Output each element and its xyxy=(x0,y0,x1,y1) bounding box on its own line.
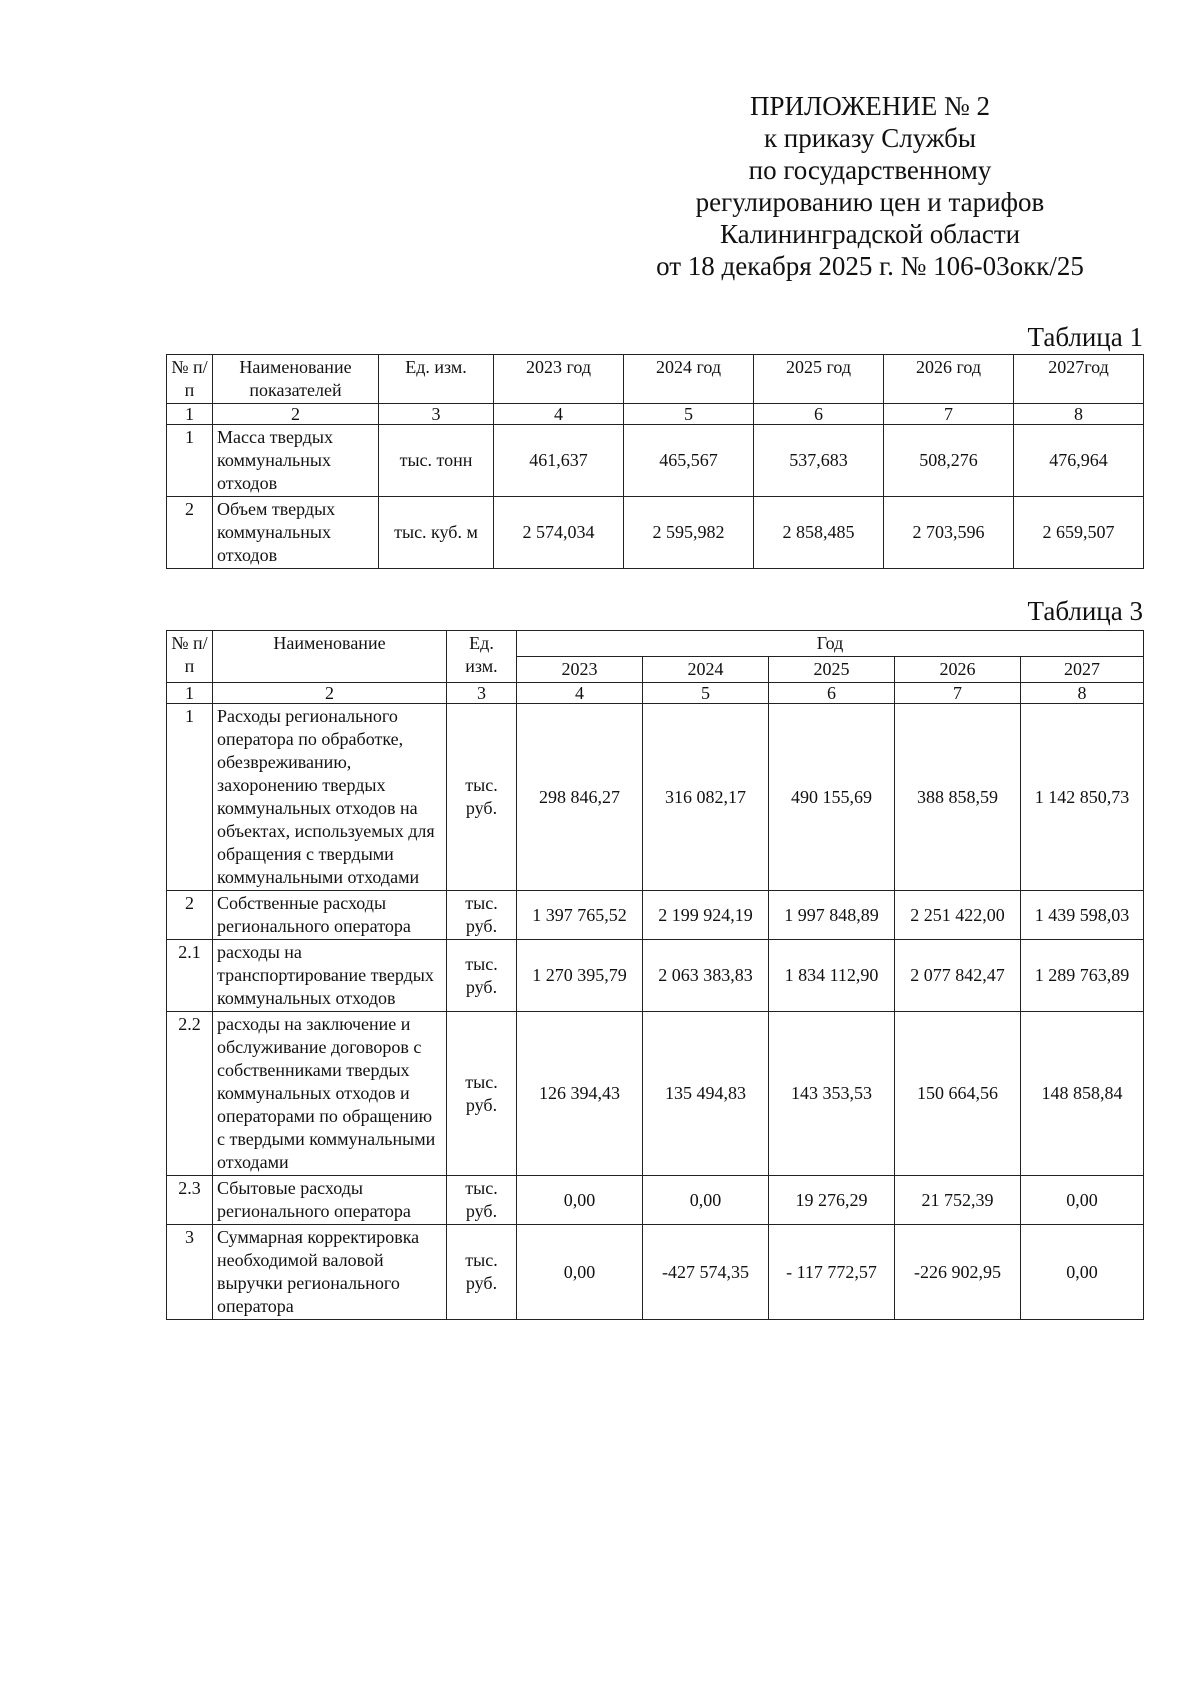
row-unit: тыс. руб. xyxy=(447,1012,517,1176)
table3-header-num: № п/п xyxy=(167,631,213,683)
table1-header-2023: 2023 год xyxy=(494,355,624,404)
index-cell: 7 xyxy=(884,404,1014,425)
table-row xyxy=(167,1225,1144,1320)
table3-header-row xyxy=(167,631,1144,657)
table3-index-row xyxy=(167,683,1144,704)
row-unit: тыс. руб. xyxy=(447,704,517,891)
value-cell: 1 142 850,73 xyxy=(1021,704,1144,891)
value-cell: 2 858,485 xyxy=(754,497,884,569)
header-line-2: к приказу Службы xyxy=(763,123,977,153)
row-name: Сбытовые расходы регионального оператора xyxy=(213,1176,447,1225)
index-cell: 3 xyxy=(447,683,517,704)
value-cell: 465,567 xyxy=(624,425,754,497)
table3-header-unit: Ед. изм. xyxy=(447,631,517,683)
value-cell: -226 902,95 xyxy=(895,1225,1021,1320)
row-unit: тыс. тонн xyxy=(379,425,494,497)
value-cell: 2 199 924,19 xyxy=(643,891,769,940)
row-num: 2 xyxy=(167,497,213,569)
value-cell: 316 082,17 xyxy=(643,704,769,891)
value-cell: 0,00 xyxy=(1021,1225,1144,1320)
table-row xyxy=(167,1176,1144,1225)
value-cell: 508,276 xyxy=(884,425,1014,497)
table-row xyxy=(167,704,1144,891)
row-num: 1 xyxy=(167,704,213,891)
table-row xyxy=(167,425,1144,497)
value-cell: 2 574,034 xyxy=(494,497,624,569)
row-unit: тыс. куб. м xyxy=(379,497,494,569)
value-cell: 0,00 xyxy=(1021,1176,1144,1225)
index-cell: 4 xyxy=(494,404,624,425)
value-cell: 148 858,84 xyxy=(1021,1012,1144,1176)
value-cell: 537,683 xyxy=(754,425,884,497)
year-header: 2025 xyxy=(769,657,895,683)
row-unit: тыс. руб. xyxy=(447,940,517,1012)
header-line-1: ПРИЛОЖЕНИЕ № 2 xyxy=(749,91,991,121)
table1-header-unit: Ед. изм. xyxy=(379,355,494,404)
table1-header-2025: 2025 год xyxy=(754,355,884,404)
row-num: 2 xyxy=(167,891,213,940)
year-header: 2024 xyxy=(643,657,769,683)
value-cell: 150 664,56 xyxy=(895,1012,1021,1176)
index-cell: 2 xyxy=(213,404,379,425)
value-cell: -427 574,35 xyxy=(643,1225,769,1320)
value-cell: 1 289 763,89 xyxy=(1021,940,1144,1012)
row-num: 2.2 xyxy=(167,1012,213,1176)
value-cell: 1 439 598,03 xyxy=(1021,891,1144,940)
value-cell: 19 276,29 xyxy=(769,1176,895,1225)
table-row xyxy=(167,1012,1144,1176)
table1-header-2024: 2024 год xyxy=(624,355,754,404)
value-cell: 135 494,83 xyxy=(643,1012,769,1176)
index-cell: 4 xyxy=(517,683,643,704)
value-cell: 143 353,53 xyxy=(769,1012,895,1176)
value-cell: 1 997 848,89 xyxy=(769,891,895,940)
value-cell: 1 270 395,79 xyxy=(517,940,643,1012)
value-cell: 0,00 xyxy=(643,1176,769,1225)
value-cell: 0,00 xyxy=(517,1225,643,1320)
value-cell: 388 858,59 xyxy=(895,704,1021,891)
value-cell: 1 834 112,90 xyxy=(769,940,895,1012)
index-cell: 6 xyxy=(754,404,884,425)
table-3 xyxy=(166,630,1144,1320)
row-num: 2.3 xyxy=(167,1176,213,1225)
table1-header-row xyxy=(167,355,1144,404)
row-num: 3 xyxy=(167,1225,213,1320)
index-cell: 3 xyxy=(379,404,494,425)
index-cell: 1 xyxy=(167,683,213,704)
table3-header-year-group: Год xyxy=(517,631,1144,657)
value-cell: 461,637 xyxy=(494,425,624,497)
table1-header-num: № п/п xyxy=(167,355,213,404)
table-1 xyxy=(166,354,1144,569)
value-cell: 2 659,507 xyxy=(1014,497,1144,569)
value-cell: 2 251 422,00 xyxy=(895,891,1021,940)
table-row xyxy=(167,940,1144,1012)
index-cell: 6 xyxy=(769,683,895,704)
row-name: Объем твердых коммунальных отходов xyxy=(213,497,379,569)
row-name: Суммарная корректировка необходимой валовой выручки регионального оператора xyxy=(213,1225,447,1320)
table1-header-2026: 2026 год xyxy=(884,355,1014,404)
index-cell: 7 xyxy=(895,683,1021,704)
header-line-5: Калининградской области xyxy=(719,219,1021,249)
row-name: расходы на транспортирование твердых коммунальных отходов xyxy=(213,940,447,1012)
row-name: расходы на заключение и обслуживание договоров с собственниками твердых коммунальных отходов и операторами по обращению с твердыми коммунальными отходами xyxy=(213,1012,447,1176)
table1-caption: Таблица 1 xyxy=(1027,322,1143,352)
row-num: 1 xyxy=(167,425,213,497)
header-line-4: регулированию цен и тарифов xyxy=(695,187,1045,217)
year-header: 2026 xyxy=(895,657,1021,683)
index-cell: 8 xyxy=(1021,683,1144,704)
row-name: Расходы регионального оператора по обработке, обезвреживанию, захоронению твердых коммунальных отходов на объектах, используемых для обращения с твердыми коммунальными отходами xyxy=(213,704,447,891)
value-cell: 2 595,982 xyxy=(624,497,754,569)
index-cell: 2 xyxy=(213,683,447,704)
value-cell: 476,964 xyxy=(1014,425,1144,497)
value-cell: 1 397 765,52 xyxy=(517,891,643,940)
value-cell: 298 846,27 xyxy=(517,704,643,891)
table1-header-name: Наименование показателей xyxy=(213,355,379,404)
row-unit: тыс. руб. xyxy=(447,1176,517,1225)
value-cell: 490 155,69 xyxy=(769,704,895,891)
header-line-6: от 18 декабря 2025 г. № 106-03окк/25 xyxy=(656,251,1084,281)
row-unit: тыс. руб. xyxy=(447,1225,517,1320)
table1-header-2027: 2027год xyxy=(1014,355,1144,404)
value-cell: 2 703,596 xyxy=(884,497,1014,569)
value-cell: - 117 772,57 xyxy=(769,1225,895,1320)
value-cell: 0,00 xyxy=(517,1176,643,1225)
index-cell: 8 xyxy=(1014,404,1144,425)
table3-header-name: Наименование xyxy=(213,631,447,683)
table-row xyxy=(167,497,1144,569)
index-cell: 1 xyxy=(167,404,213,425)
table3-caption: Таблица 3 xyxy=(1027,596,1143,626)
table1-index-row xyxy=(167,404,1144,425)
appendix-header xyxy=(600,90,1140,282)
year-header: 2023 xyxy=(517,657,643,683)
row-name: Масса твердых коммунальных отходов xyxy=(213,425,379,497)
index-cell: 5 xyxy=(643,683,769,704)
table-row xyxy=(167,891,1144,940)
row-num: 2.1 xyxy=(167,940,213,1012)
row-unit: тыс. руб. xyxy=(447,891,517,940)
value-cell: 126 394,43 xyxy=(517,1012,643,1176)
value-cell: 2 063 383,83 xyxy=(643,940,769,1012)
value-cell: 21 752,39 xyxy=(895,1176,1021,1225)
year-header: 2027 xyxy=(1021,657,1144,683)
value-cell: 2 077 842,47 xyxy=(895,940,1021,1012)
header-line-3: по государственному xyxy=(748,155,992,185)
row-name: Собственные расходы регионального оператора xyxy=(213,891,447,940)
index-cell: 5 xyxy=(624,404,754,425)
